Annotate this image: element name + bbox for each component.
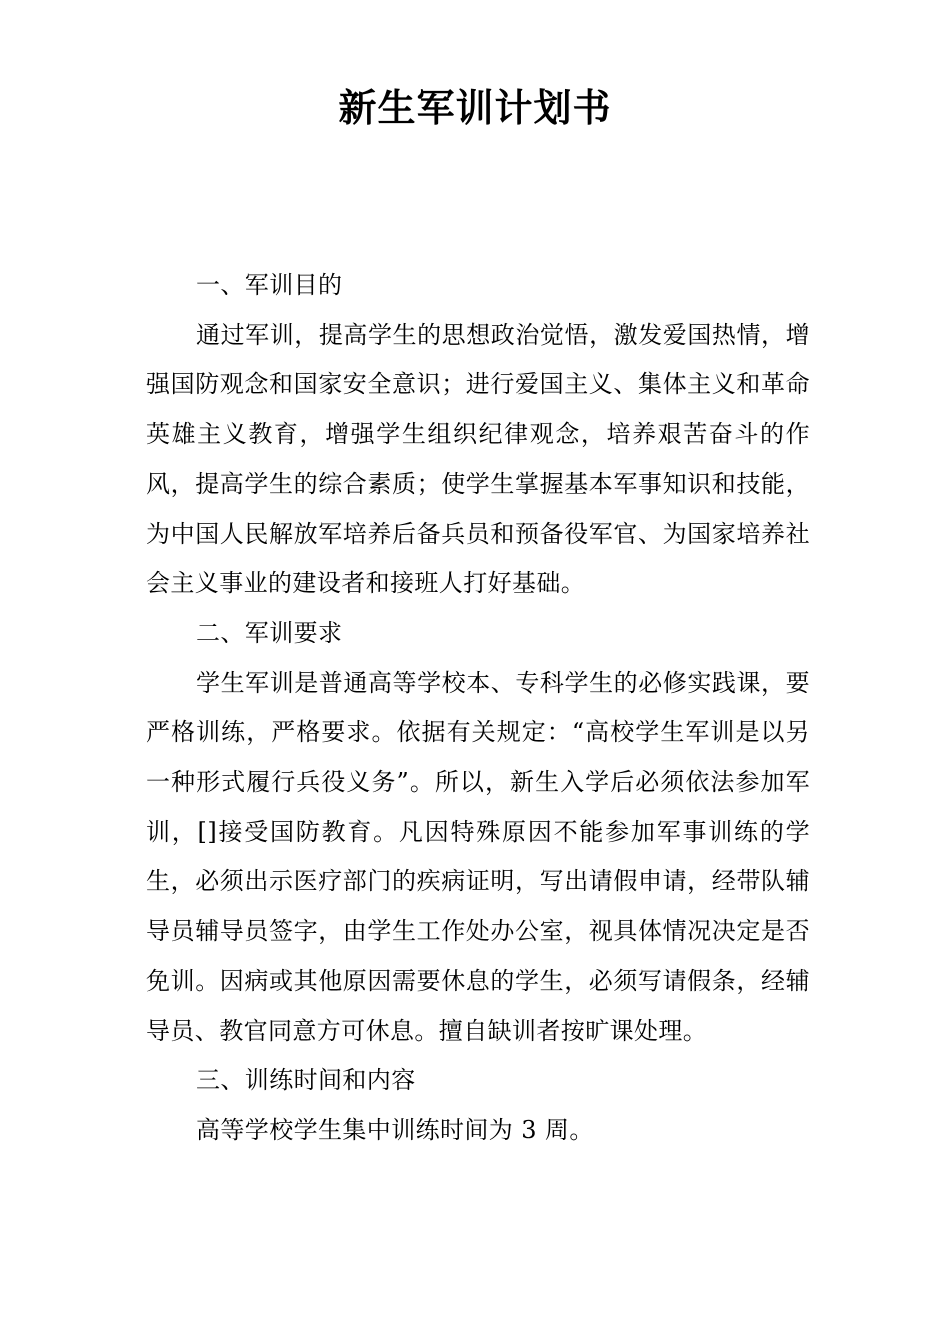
section-heading-requirements: 二、军训要求 <box>196 618 343 647</box>
section-heading-purpose: 一、军训目的 <box>196 271 343 299</box>
section-heading-schedule: 三、训练时间和内容 <box>196 1066 416 1095</box>
document-title: 新生军训计划书 <box>338 85 612 130</box>
paragraph-schedule: 高等学校学生集中训练时间为 3 周。 <box>196 1115 594 1144</box>
paragraph-requirements: 学生军训是普通高等学校本、专科学生的必修实践课，要严格训练，严格要求。依据有关规定：“高校学生军训是以另一种形式履行兵役义务”。所以，新生入学后必须依法参加军训，[]接受国防教育。凡因特殊原因不能参加军事训练的学生，必须出示医疗部门的疾病证明，写出请假申请，经带队辅导员辅导员签字，由学生工作处办公室，视具体情况决定是否免训。因病或其他原因需要休息的学生，必须写请假条，经辅导员、教官同意方可休息。擅自缺训者按旷课处理。 <box>146 668 810 1045</box>
document-body <box>146 261 810 1156</box>
paragraph-purpose: 通过军训，提高学生的思想政治觉悟，激发爱国热情，增强国防观念和国家安全意识；进行爱国主义、集体主义和革命英雄主义教育，增强学生组织纪律观念，培养艰苦奋斗的作风，提高学生的综合素质；使学生掌握基本军事知识和技能，为中国人民解放军培养后备兵员和预备役军官、为国家培养社会主义事业的建设者和接班人打好基础。 <box>146 320 810 598</box>
